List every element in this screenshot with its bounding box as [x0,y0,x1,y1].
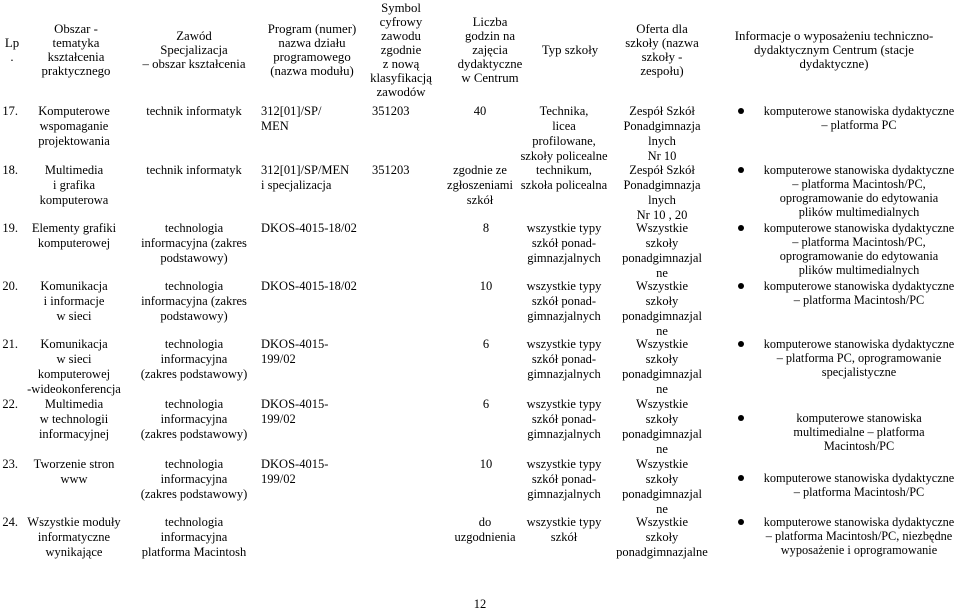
header-profession: Zawód Specjalizacja – obszar kształcenia [142,29,246,71]
row-number: 18. [2,163,18,177]
row-symbol: 351203 [372,104,410,118]
row-info [710,337,956,379]
row-hours: 10 [479,279,493,293]
row-school-type: wszystkie typy szkół [526,515,602,544]
row-profession: technologia informacyjna (zakres podstawowy) [141,221,247,265]
bullet-icon [738,475,744,481]
row-hours: zgodnie ze zgłoszeniami szkół [447,163,513,207]
bullet-icon [738,108,744,114]
row-program: DKOS-4015-18/02 [261,279,357,293]
row-school-type: technikum, szkoła policealna [520,163,608,192]
row-school-type: wszystkie typy szkół ponad- gimnazjalnych [526,221,602,265]
bullet-icon [738,415,744,421]
row-offer: Wszystkie szkoły ponadgimnazjal ne [622,337,702,396]
row-hours: 10 [479,457,493,471]
header-info: Informacje o wyposażeniu techniczno- dydaktycznym Centrum (stacje dydaktyczne) [734,29,934,71]
row-area: Komputerowe wspomaganie projektowania [38,104,110,148]
row-info [710,104,956,132]
row-number: 22. [2,397,18,411]
list-item: komputerowe stanowiska dydaktyczne – platforma Macintosh/PC [710,471,956,499]
row-number: 24. [2,515,18,529]
bullet-icon [738,519,744,525]
bullet-icon [738,225,744,231]
header-program: Program (numer) nazwa działu programowego (nazwa modułu) [267,22,357,78]
row-offer: Wszystkie szkoły ponadgimnazjalne [616,515,708,559]
header-offer: Oferta dla szkoły (nazwa szkoły - zespołu) [625,22,699,78]
row-number: 21. [2,337,18,351]
row-school-type: wszystkie typy szkół ponad- gimnazjalnych [526,279,602,323]
row-area: Wszystkie moduły informatyczne wynikające [27,515,121,559]
header-area: Obszar - tematyka kształcenia praktycznego [41,22,111,78]
row-info [710,163,956,277]
header-lp: Lp . [4,36,20,64]
row-area: Tworzenie stron www [33,457,115,486]
row-symbol: 351203 [372,163,410,177]
row-hours: 40 [473,104,487,118]
row-program: 312[01]/SP/MEN i specjalizacja [261,163,350,192]
row-offer: Wszystkie szkoły ponadgimnazjal ne [622,221,702,280]
row-profession: technologia informacyjna (zakres podstawowy) [141,279,247,323]
row-program: DKOS-4015- 199/02 [261,397,329,426]
row-info [710,515,956,557]
row-profession: technologia informacyjna (zakres podstawowy) [140,337,248,381]
row-school-type: wszystkie typy szkół ponad- gimnazjalnych [526,337,602,381]
page-number: 12 [473,597,487,611]
row-info [710,279,956,307]
row-hours: do uzgodnienia [454,515,516,544]
row-offer: Wszystkie szkoły ponadgimnazjal ne [622,279,702,338]
row-program: DKOS-4015-18/02 [261,221,357,235]
row-program: 312[01]/SP/ MEN [261,104,322,133]
row-area: Komunikacja i informacje w sieci [40,279,108,323]
row-profession: technologia informacyjna (zakres podstawowy) [140,457,248,501]
row-offer: Zespół Szkół Ponadgimnazja lnych Nr 10 [623,104,701,163]
row-program: DKOS-4015- 199/02 [261,337,329,366]
bullet-icon [738,341,744,347]
row-number: 20. [2,279,18,293]
row-school-type: wszystkie typy szkół ponad- gimnazjalnych [526,457,602,501]
list-item: komputerowe stanowiska dydaktyczne – platforma PC, oprogramowanie specjalistyczne [710,337,956,379]
row-number: 17. [2,104,18,118]
row-hours: 6 [482,337,490,351]
row-profession: technik informatyk [146,104,242,118]
row-area: Komunikacja w sieci komputerowej -wideokonferencja [27,337,121,396]
row-hours: 6 [482,397,490,411]
list-item: komputerowe stanowiska dydaktyczne – platforma PC [710,104,956,132]
header-symbol: Symbol cyfrowy zawodu zgodnie z nową klasyfikacją zawodów [370,1,432,99]
list-item: komputerowe stanowiska dydaktyczne – platforma Macintosh/PC, oprogramowanie do edytowania plików multimedialnych [710,221,956,277]
bullet-icon [738,167,744,173]
list-item: komputerowe stanowiska dydaktyczne – platforma Macintosh/PC, niezbędne wyposażenie i oprogramowanie [710,515,956,557]
header-school-type: Typ szkoły [541,43,599,57]
bullet-icon [738,283,744,289]
list-item: komputerowe stanowiska multimedialne – platforma Macintosh/PC [710,411,956,453]
row-number: 23. [2,457,18,471]
row-school-type: Technika, licea profilowane, szkoły policealne [520,104,608,163]
row-number: 19. [2,221,18,235]
row-offer: Wszystkie szkoły ponadgimnazjal ne [622,457,702,516]
row-program: DKOS-4015- 199/02 [261,457,329,486]
row-area: Multimedia w technologii informacyjnej [38,397,110,441]
row-area: Elementy grafiki komputerowej [31,221,117,250]
row-profession: technik informatyk [146,163,242,177]
row-info [710,471,956,499]
row-offer: Zespół Szkół Ponadgimnazja lnych Nr 10 , 20 [623,163,701,222]
row-offer: Wszystkie szkoły ponadgimnazjal ne [622,397,702,456]
list-item: komputerowe stanowiska dydaktyczne – platforma Macintosh/PC [710,279,956,307]
row-profession: technologia informacyjna (zakres podstawowy) [140,397,248,441]
row-info [710,411,956,453]
row-profession: technologia informacyjna platforma Macintosh [141,515,247,559]
row-hours: 8 [482,221,490,235]
header-hours: Liczba godzin na zajęcia dydaktyczne w Centrum [457,15,523,85]
list-item: komputerowe stanowiska dydaktyczne – platforma Macintosh/PC, oprogramowanie do edytowania plików multimedialnych [710,163,956,219]
row-school-type: wszystkie typy szkół ponad- gimnazjalnych [526,397,602,441]
row-area: Multimedia i grafika komputerowa [39,163,109,207]
